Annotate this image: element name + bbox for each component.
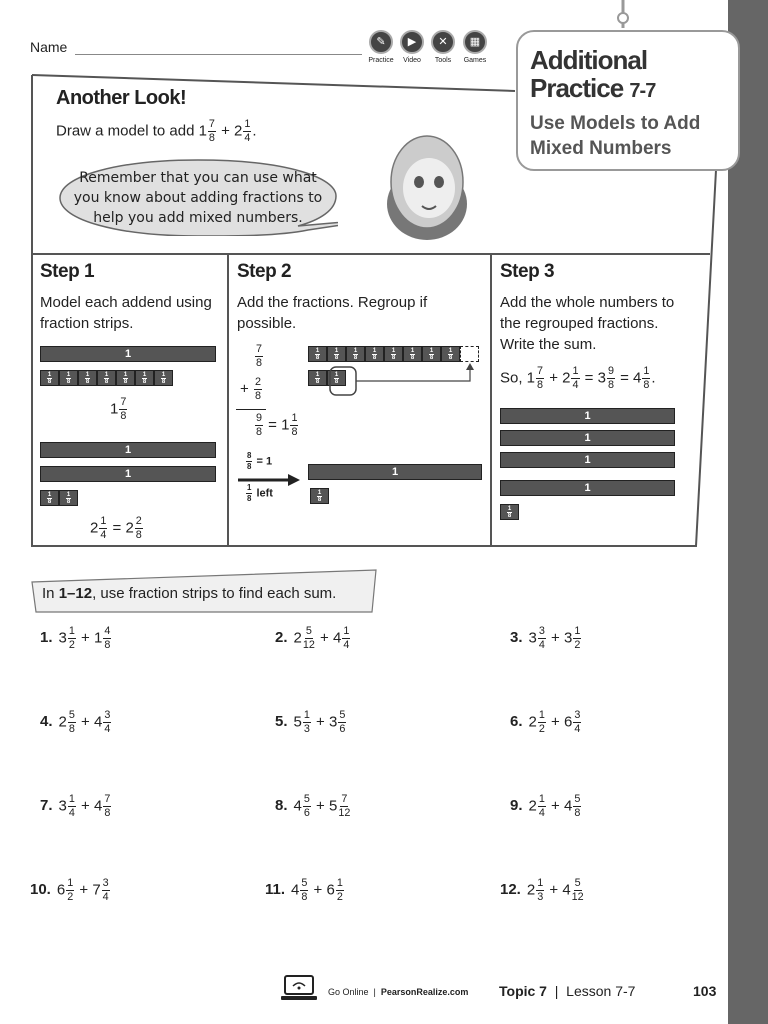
topic-lesson: Topic 7 | Lesson 7-7 xyxy=(499,983,636,999)
wrench-icon: ✕ xyxy=(431,30,455,54)
problem-number: 10. xyxy=(30,881,51,899)
problem-item: 8. 4 $\frac{5}{6}$ + 5 $\frac{7}{12}$ xyxy=(275,793,351,819)
problem-item: 7. 3 $\frac{1}{4}$ + 4 $\frac{7}{8}$ xyxy=(40,793,111,819)
numerator: 3 xyxy=(538,625,545,637)
numerator: 1 xyxy=(303,709,310,721)
eighths-strip-nine: 1 8 1 8 1 8 1 8 1 8 1 8 1 8 1 8 xyxy=(308,346,479,362)
denominator: 2 xyxy=(538,722,545,735)
denominator: 4 xyxy=(538,638,545,651)
character-avatar xyxy=(384,124,470,240)
whole-strip: 1 xyxy=(500,480,675,496)
step2-title: Step 2 xyxy=(237,261,292,282)
tools-label: Tools xyxy=(434,57,452,64)
step2-text: Add the fractions. Regroup if possible. xyxy=(237,294,428,332)
step1-second-addend: 2 $\frac{1}{4}$ = 2 $\frac{2}{8}$ xyxy=(90,515,142,541)
whole-part: 2 xyxy=(526,881,536,899)
whole-part: 4 xyxy=(563,797,573,815)
sum-line xyxy=(236,409,266,410)
problem-number: 12. xyxy=(500,881,521,899)
numerator: 7 xyxy=(341,793,348,805)
prompt-text: Draw a model to add xyxy=(56,122,195,140)
numerator: 1 xyxy=(538,709,545,721)
whole-part: 3 xyxy=(58,629,67,647)
left-label: left xyxy=(256,487,273,500)
whole-part: 4 xyxy=(332,629,342,647)
numerator: 5 xyxy=(68,709,75,721)
whole-strip: 1 xyxy=(40,442,216,458)
problem-number: 4. xyxy=(40,713,53,731)
whole-strip: 1 xyxy=(308,464,482,480)
lesson-number: 7-7 xyxy=(629,80,656,102)
whole-strip: 1 xyxy=(40,466,216,482)
whole-part: 6 xyxy=(326,881,335,899)
problem-item: 5. 5 $\frac{1}{3}$ + 3 $\frac{5}{6}$ xyxy=(275,709,346,735)
denominator: 12 xyxy=(302,638,315,651)
numerator: 1 xyxy=(68,793,75,805)
lesson-title-box xyxy=(516,30,740,171)
go-online-link[interactable]: Go Online | PearsonRealize.com xyxy=(328,987,469,997)
problem-item: 4. 2 $\frac{5}{8}$ + 4 $\frac{3}{4}$ xyxy=(40,709,111,735)
pencil-icon: ✎ xyxy=(369,30,393,54)
whole-part: 3 xyxy=(58,797,67,815)
whole-part: 3 xyxy=(328,713,338,731)
numerator: 3 xyxy=(104,709,111,721)
another-look-title: Another Look! xyxy=(56,87,187,109)
denominator: 4 xyxy=(574,722,581,735)
site-label: PearsonRealize.com xyxy=(380,987,469,997)
eighths-strip-two: 1 8 1 8 xyxy=(40,490,78,506)
problem-item: 2. 2 $\frac{5}{12}$ + 4 $\frac{1}{4}$ xyxy=(275,625,350,651)
numerator: 1 xyxy=(537,877,544,889)
problem-number: 8. xyxy=(275,797,288,815)
eighths-strip-one: 1 8 xyxy=(310,488,329,504)
instruction-range: 1–12 xyxy=(58,585,93,602)
whole-part: 7 xyxy=(92,881,101,899)
whole-part: 5 xyxy=(293,713,302,731)
games-label: Games xyxy=(463,57,487,64)
instruction-suffix: , use fraction strips to find each sum. xyxy=(92,585,337,602)
step1-title: Step 1 xyxy=(40,261,95,282)
numerator: 1 xyxy=(538,793,545,805)
numerator: 1 xyxy=(343,625,350,637)
problem-item: 11. 4 $\frac{5}{8}$ + 6 $\frac{1}{2}$ xyxy=(265,877,343,903)
denominator: 2 xyxy=(68,638,75,651)
step3-title: Step 3 xyxy=(500,261,555,282)
whole-strip: 1 xyxy=(500,452,675,468)
name-label: Name xyxy=(30,39,68,55)
problem-number: 11. xyxy=(265,881,286,899)
so-label: So, xyxy=(500,369,523,387)
problem-number: 2. xyxy=(275,629,288,647)
problem-item: 9. 2 $\frac{1}{4}$ + 4 $\frac{5}{8}$ xyxy=(510,793,581,819)
whole-part: 3 xyxy=(563,629,573,647)
denominator: 8 xyxy=(574,806,581,819)
subtitle-line1: Use Models to Add xyxy=(530,113,701,134)
step2-fraction-a: $\frac{7}{8}$ xyxy=(256,343,263,369)
problem-number: 5. xyxy=(275,713,288,731)
whole-strip: 1 xyxy=(500,408,675,424)
denominator: 4 xyxy=(102,890,109,903)
eighths-strip-seven: 1 8 1 8 1 8 1 8 1 8 1 8 1 8 xyxy=(40,370,173,386)
problem-item: 12. 2 $\frac{1}{3}$ + 4 $\frac{5}{12}$ xyxy=(500,877,584,903)
bubble-text: Remember that you can use what you know about adding fractions to help you add mixed numbers. xyxy=(73,170,323,226)
whole-strip: 1 xyxy=(500,430,675,446)
go-online-label: Go Online xyxy=(328,987,369,997)
instruction-prefix: In xyxy=(42,585,59,602)
numerator: 4 xyxy=(104,625,111,637)
whole-part: 5 xyxy=(328,797,338,815)
problem-item: 1. 3 $\frac{1}{2}$ + 1 $\frac{4}{8}$ xyxy=(40,625,111,651)
denominator: 8 xyxy=(104,638,111,651)
denominator: 12 xyxy=(338,806,351,819)
lesson-label: Lesson 7-7 xyxy=(566,983,636,999)
whole-part: 6 xyxy=(56,881,66,899)
laptop-icon xyxy=(281,974,317,1002)
whole-part: 4 xyxy=(291,881,300,899)
whole-part: 2 xyxy=(528,797,537,815)
denominator: 8 xyxy=(68,722,75,735)
problem-number: 1. xyxy=(40,629,53,647)
denominator: 3 xyxy=(303,722,310,735)
numerator: 3 xyxy=(574,709,581,721)
regroup-arrow xyxy=(328,362,478,398)
denominator: 8 xyxy=(104,806,111,819)
eighth-left-label: $\frac{1}{8}$ left xyxy=(247,483,273,503)
numerator: 1 xyxy=(68,625,75,637)
denominator: 12 xyxy=(571,890,584,903)
whole-part: 4 xyxy=(93,713,103,731)
eighths-strip-one: 1 8 xyxy=(500,504,519,520)
numerator: 5 xyxy=(301,877,308,889)
video-label: Video xyxy=(403,57,421,64)
step3-text: Add the whole numbers to the regrouped fractions. Write the sum. xyxy=(500,294,675,353)
denominator: 2 xyxy=(67,890,74,903)
numerator: 5 xyxy=(305,625,312,637)
whole-part: 4 xyxy=(293,797,302,815)
step1-first-addend: 1 $\frac{7}{8}$ xyxy=(110,396,127,422)
denominator: 4 xyxy=(104,722,111,735)
numerator: 1 xyxy=(336,877,343,889)
instruction-text xyxy=(42,585,336,602)
numerator: 5 xyxy=(574,877,581,889)
denominator: 4 xyxy=(343,638,350,651)
numerator: 1 xyxy=(67,877,74,889)
step3-sum-statement: So, 1 $\frac{7}{8}$ + 2 $\frac{1}{4}$ = 3 $\frac{9}{8}$ = 4 $\frac{1}{8}$ . xyxy=(500,365,656,391)
another-look-prompt: Draw a model to add 1 $\frac{7}{8}$ + 2 $\frac{1}{4}$ . xyxy=(56,118,257,144)
title-line1: Additional xyxy=(530,45,648,75)
step2-fraction-b: + $\frac{2}{8}$ xyxy=(240,376,261,402)
eighths-strip-added: 1 8 1 8 xyxy=(308,370,346,386)
whole-part: 4 xyxy=(562,881,571,899)
numerator: 3 xyxy=(102,877,109,889)
topic-label: Topic 7 xyxy=(499,983,547,999)
whole-part: 4 xyxy=(93,797,103,815)
eight-eighths-label: $\frac{8}{8}$ = 1 xyxy=(247,451,273,471)
numerator: 1 xyxy=(574,625,581,637)
whole-part: 3 xyxy=(528,629,537,647)
play-icon: ▶ xyxy=(400,30,424,54)
numerator: 5 xyxy=(303,793,310,805)
problem-number: 7. xyxy=(40,797,53,815)
whole-part: 2 xyxy=(58,713,67,731)
problem-item: 6. 2 $\frac{1}{2}$ + 6 $\frac{3}{4}$ xyxy=(510,709,581,735)
problem-number: 3. xyxy=(510,629,523,647)
page-number: 103 xyxy=(693,983,717,999)
lesson-subtitle xyxy=(530,111,726,161)
denominator: 6 xyxy=(339,722,346,735)
whole-part: 2 xyxy=(293,629,302,647)
subtitle-line2: Mixed Numbers xyxy=(530,138,672,159)
step2-sum: $\frac{9}{8}$ = 1 $\frac{1}{8}$ xyxy=(256,412,298,438)
gamepad-icon: ▦ xyxy=(463,30,487,54)
whole-part: 1 xyxy=(93,629,103,647)
denominator: 4 xyxy=(538,806,545,819)
lesson-title xyxy=(530,46,726,105)
denominator: 2 xyxy=(336,890,343,903)
numerator: 5 xyxy=(339,709,346,721)
whole-part: 6 xyxy=(563,713,573,731)
whole-strip: 1 xyxy=(40,346,216,362)
denominator: 3 xyxy=(537,890,544,903)
problem-number: 9. xyxy=(510,797,523,815)
practice-label: Practice xyxy=(368,57,394,64)
denominator: 8 xyxy=(301,890,308,903)
title-line2: Practice xyxy=(530,73,624,103)
problem-item: 10. 6 $\frac{1}{2}$ + 7 $\frac{3}{4}$ xyxy=(30,877,109,903)
denominator: 6 xyxy=(303,806,310,819)
problem-number: 6. xyxy=(510,713,523,731)
equal-one-label: = 1 xyxy=(256,455,273,468)
hook-icon xyxy=(614,0,632,34)
denominator: 2 xyxy=(574,638,581,651)
denominator: 4 xyxy=(68,806,75,819)
numerator: 5 xyxy=(574,793,581,805)
numerator: 7 xyxy=(104,793,111,805)
whole-part: 2 xyxy=(528,713,537,731)
step1-text: Model each addend using fraction strips. xyxy=(40,294,212,332)
problem-item: 3. 3 $\frac{3}{4}$ + 3 $\frac{1}{2}$ xyxy=(510,625,581,651)
